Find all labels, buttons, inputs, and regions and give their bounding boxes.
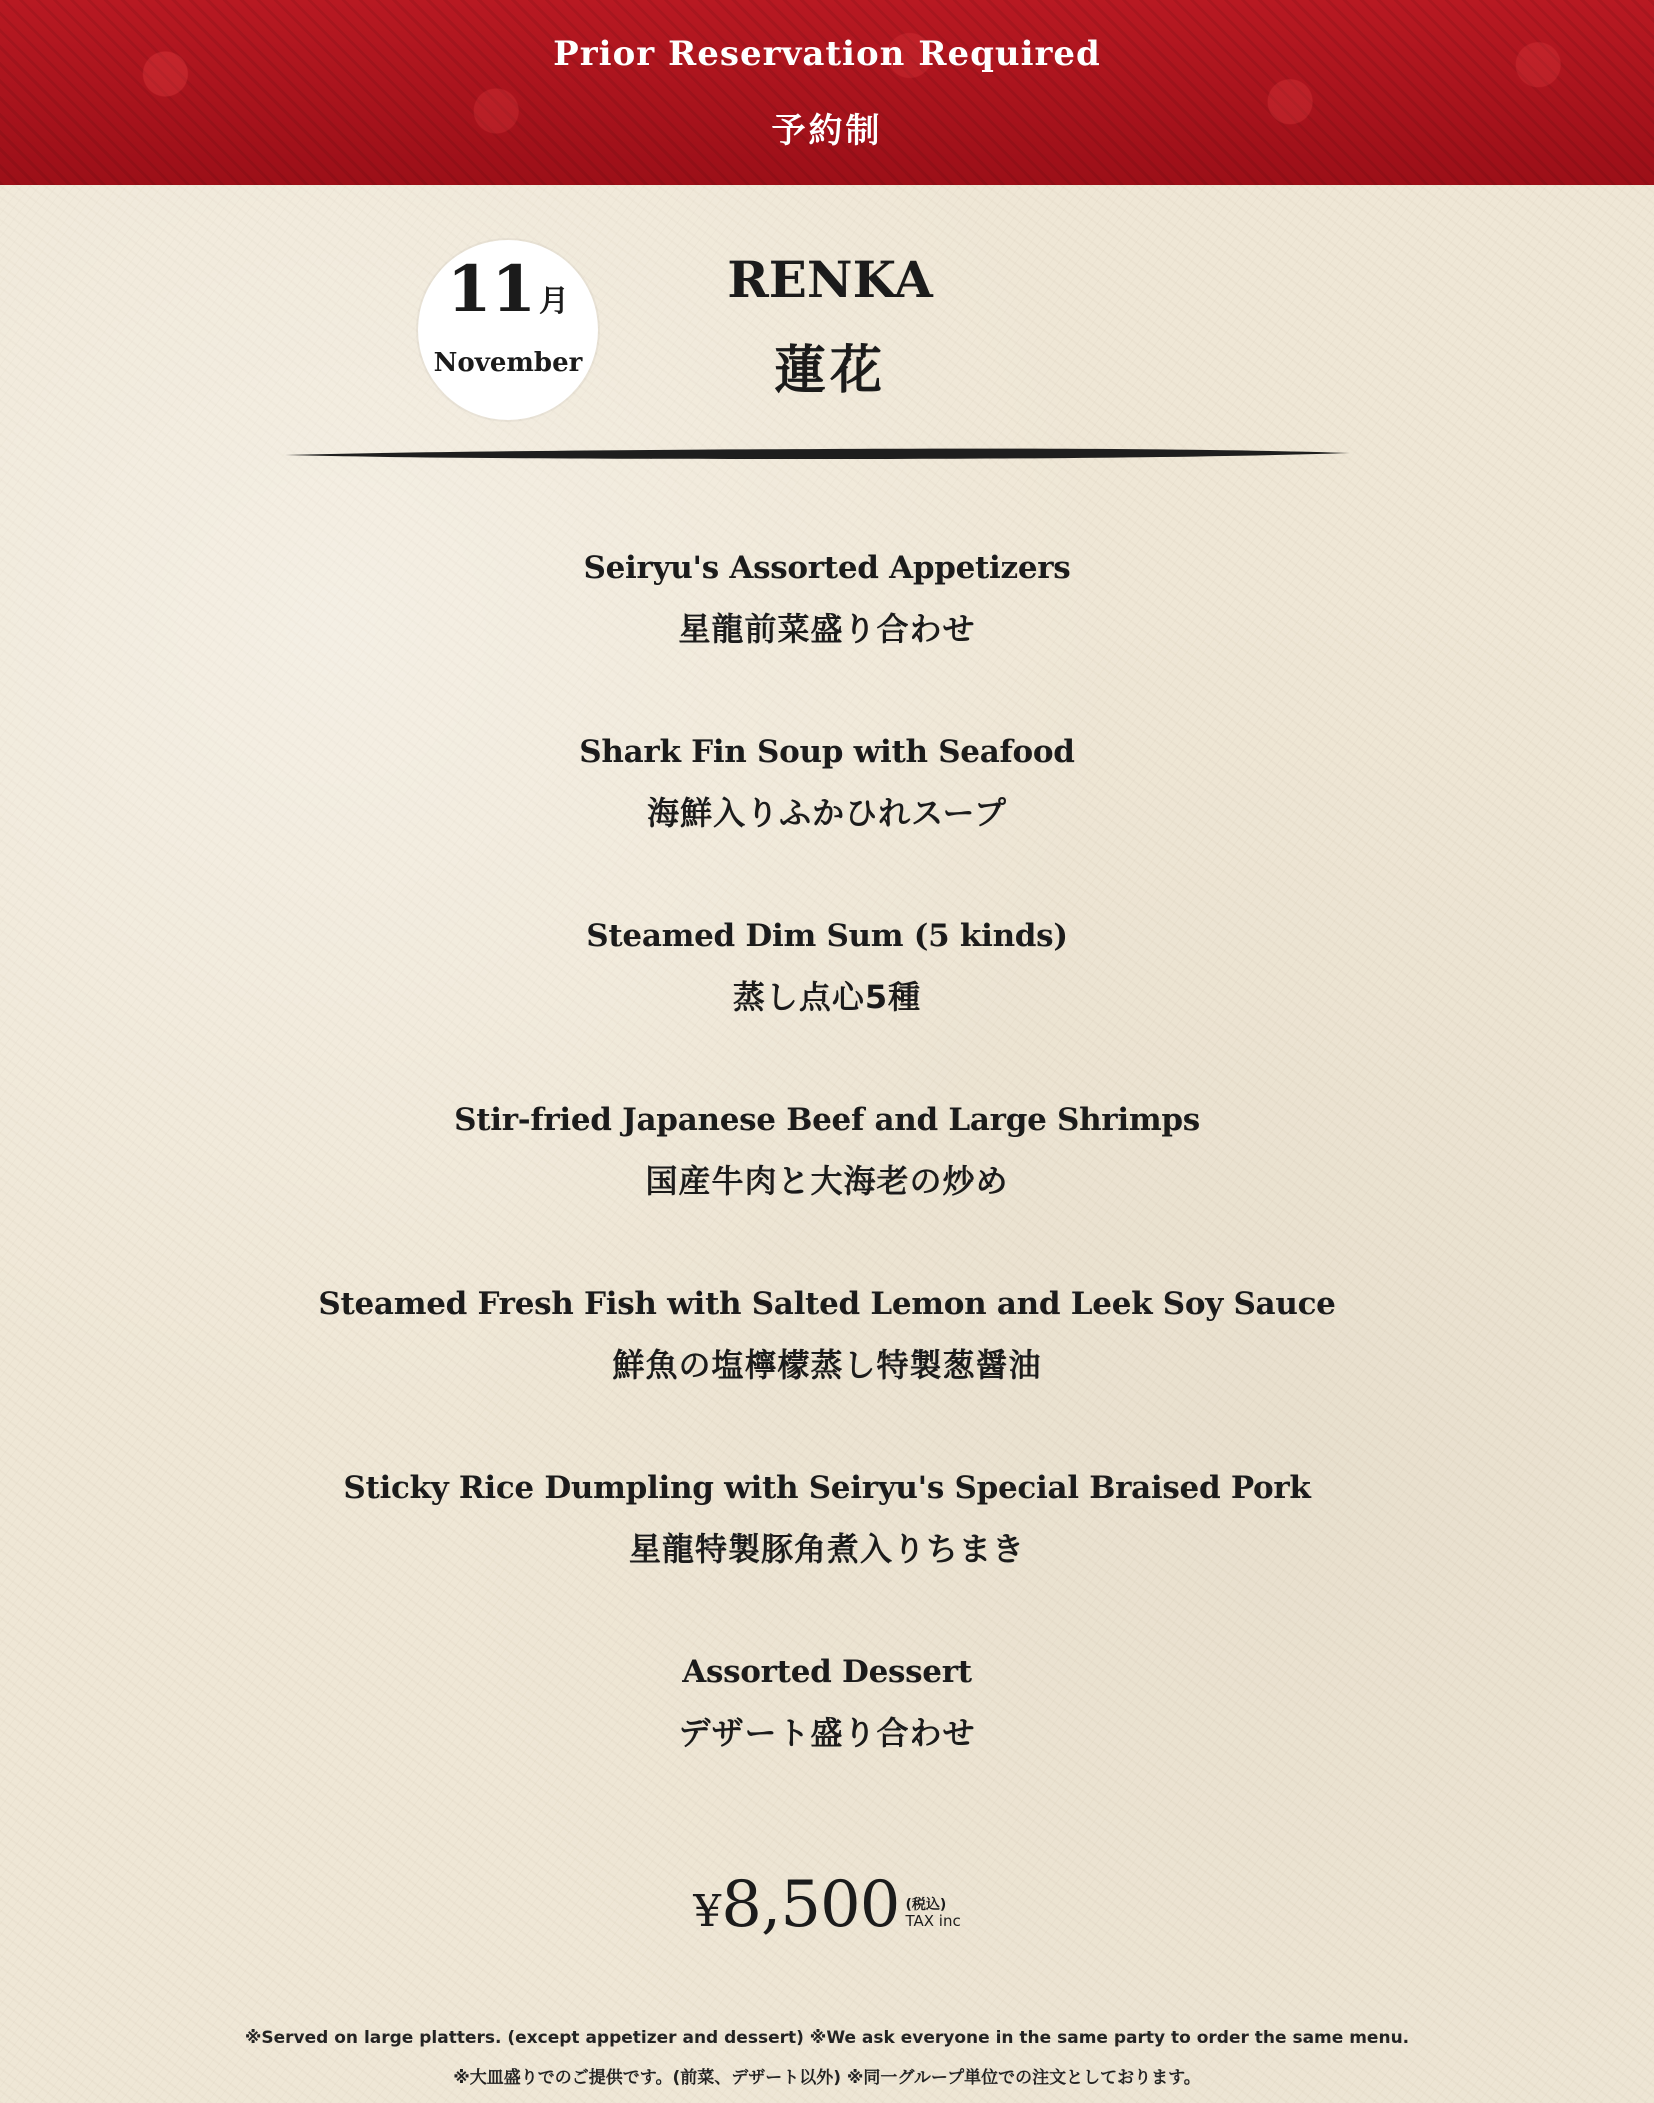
menu-item-ja: 海鮮入りふかひれスープ	[647, 794, 1007, 832]
menu-item-en: Seiryu's Assorted Appetizers	[583, 550, 1071, 586]
month-name: November	[433, 348, 583, 378]
course-menu	[0, 540, 1654, 1828]
reservation-title-ja: 予約制	[771, 111, 883, 151]
price	[0, 1868, 1654, 1942]
menu-item-en: Assorted Dessert	[682, 1654, 972, 1690]
menu-item-ja: 星龍特製豚角煮入りちまき	[628, 1530, 1025, 1568]
menu-item-ja: 蒸し点心5種	[732, 978, 922, 1016]
menu-item-ja: 星龍前菜盛り合わせ	[678, 610, 976, 648]
menu-item	[0, 1276, 1654, 1460]
course-title-en: RENKA	[727, 250, 933, 309]
menu-item-ja: デザート盛り合わせ	[678, 1714, 976, 1752]
menu-item-en: Steamed Fresh Fish with Salted Lemon and Leek Soy Sauce	[318, 1286, 1336, 1322]
menu-item	[0, 1092, 1654, 1276]
tax-note-ja: (税込)	[905, 1896, 947, 1913]
reservation-banner	[0, 0, 1654, 185]
menu-item	[0, 1460, 1654, 1644]
menu-item-en: Sticky Rice Dumpling with Seiryu's Special Braised Pork	[343, 1470, 1311, 1506]
month-kanji: 月	[539, 284, 570, 319]
reservation-title-en: Prior Reservation Required	[553, 34, 1101, 74]
brush-divider	[285, 447, 1350, 461]
tax-note-en: TAX inc	[905, 1911, 961, 1930]
month-number-line	[418, 252, 598, 327]
menu-item-en: Steamed Dim Sum (5 kinds)	[586, 918, 1068, 954]
menu-item	[0, 540, 1654, 724]
menu-item-en: Stir-fried Japanese Beef and Large Shrimps	[454, 1102, 1200, 1138]
menu-item-ja: 鮮魚の塩檸檬蒸し特製葱醤油	[612, 1346, 1042, 1384]
month-badge	[418, 240, 598, 420]
tax-note	[905, 1897, 960, 1930]
price-amount: 8,500	[721, 1868, 900, 1942]
course-title-ja: 蓮花	[773, 341, 886, 401]
price-currency: ¥	[693, 1886, 722, 1937]
menu-item	[0, 1644, 1654, 1828]
menu-item	[0, 908, 1654, 1092]
menu-item-ja: 国産牛肉と大海老の炒め	[645, 1162, 1009, 1200]
footnote-ja: ※大皿盛りでのご提供です。(前菜、デザート以外) ※同一グループ単位での注文としております。	[453, 2068, 1201, 2088]
menu-item	[0, 724, 1654, 908]
month-number: 11	[446, 252, 537, 327]
footnote-en: ※Served on large platters. (except appetizer and dessert) ※We ask everyone in the same party to order the same menu.	[244, 2028, 1410, 2048]
menu-item-en: Shark Fin Soup with Seafood	[579, 734, 1075, 770]
